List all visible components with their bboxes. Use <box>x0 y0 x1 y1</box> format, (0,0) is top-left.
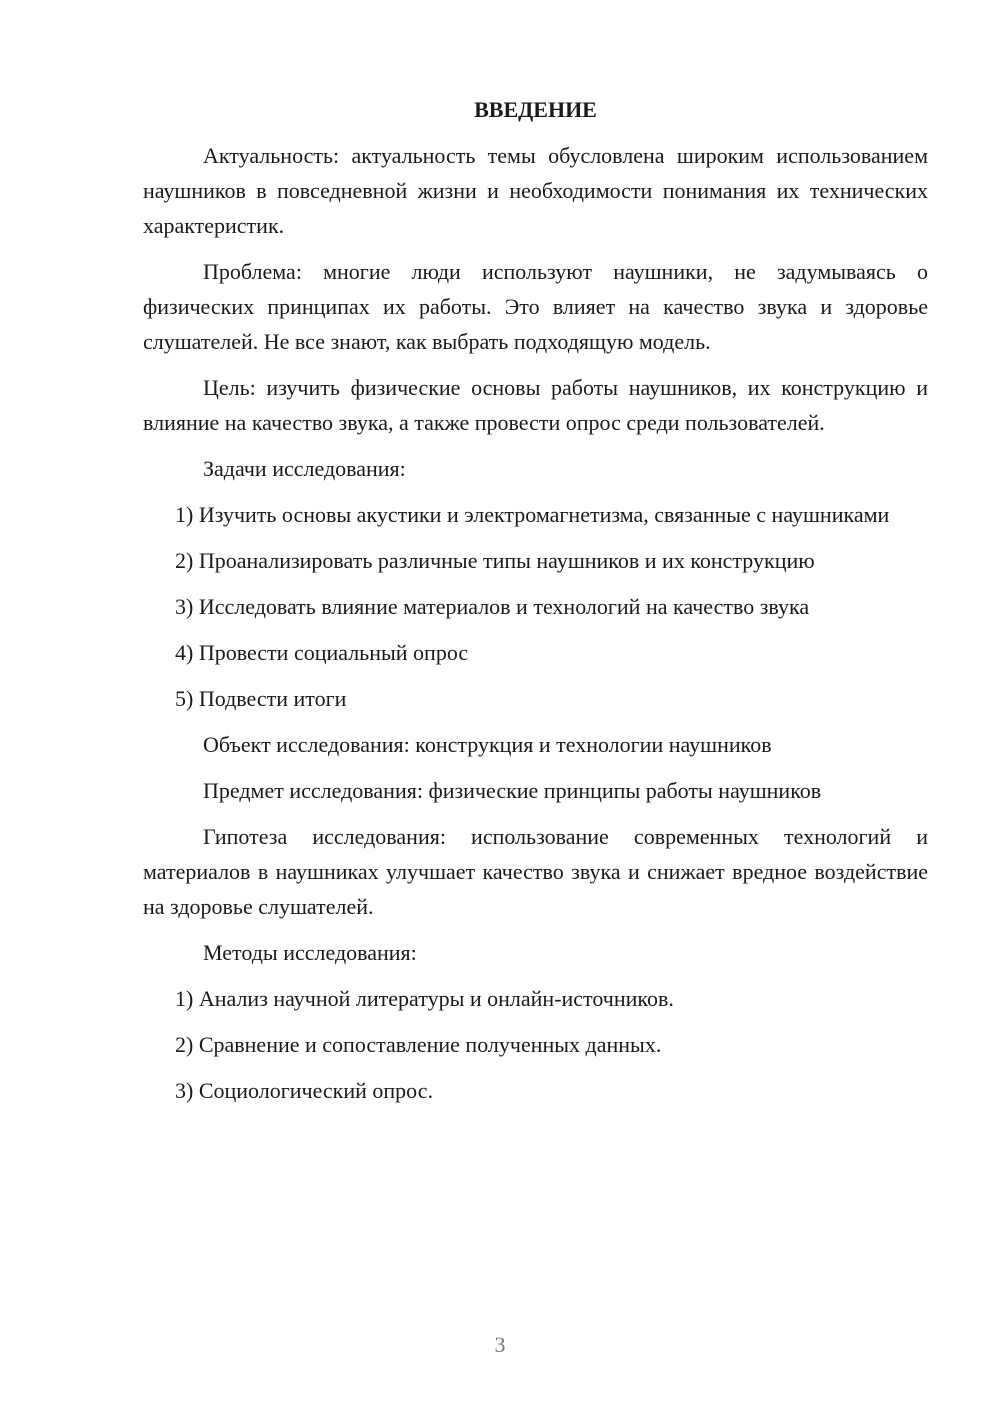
tasks-heading: Задачи исследования: <box>203 456 406 481</box>
methods-heading: Методы исследования: <box>203 940 417 965</box>
page-title: ВВЕДЕНИЕ <box>474 97 597 122</box>
hypothesis-paragraph: Гипотеза исследования: использование современных технологий и материалов в наушниках улучшает качество звука и снижает вредное воздействие на здоровье слушателей. <box>143 824 928 919</box>
page-number: 3 <box>494 1332 506 1357</box>
task-item-2: 2) Проанализировать различные типы наушников и их конструкцию <box>175 548 815 573</box>
task-item-4: 4) Провести социальный опрос <box>175 640 469 665</box>
method-item-3: 3) Социологический опрос. <box>175 1078 433 1103</box>
object-paragraph: Объект исследования: конструкция и технологии наушников <box>203 732 772 757</box>
task-item-3: 3) Исследовать влияние материалов и технологий на качество звука <box>175 594 810 619</box>
subject-paragraph: Предмет исследования: физические принципы работы наушников <box>203 778 822 803</box>
method-item-2: 2) Сравнение и сопоставление полученных данных. <box>175 1032 662 1057</box>
task-item-1: 1) Изучить основы акустики и электромагнетизма, связанные с наушниками <box>175 502 890 527</box>
problem-paragraph: Проблема: многие люди используют наушники, не задумываясь о физических принципах их работы. Это влияет на качество звука и здоровье слушателей. Не все знают, как выбрать подходящую модель. <box>143 259 928 354</box>
relevance-paragraph: Актуальность: актуальность темы обусловлена широким использованием наушников в повседневной жизни и необходимости понимания их технических характеристик. <box>143 143 928 238</box>
goal-paragraph: Цель: изучить физические основы работы наушников, их конструкцию и влияние на качество звука, а также провести опрос среди пользователей. <box>143 375 928 435</box>
document-body <box>143 94 928 1119</box>
method-item-1: 1) Анализ научной литературы и онлайн-источников. <box>175 986 674 1011</box>
task-item-5: 5) Подвести итоги <box>175 686 347 711</box>
